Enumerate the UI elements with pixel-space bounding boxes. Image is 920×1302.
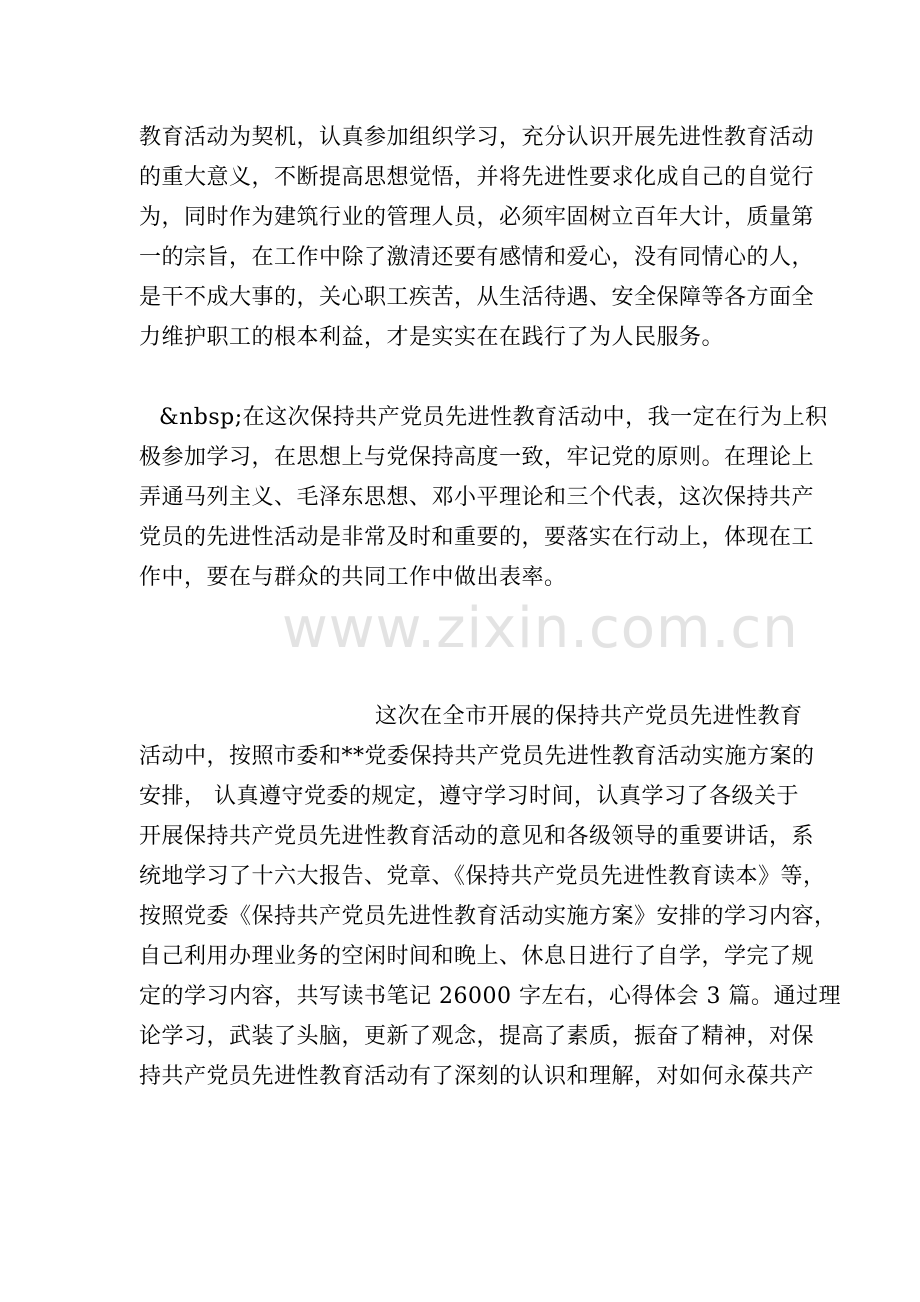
text-line: 极参加学习，在思想上与党保持高度一致，牢记党的原则。在理论上 xyxy=(139,445,815,470)
text-line: &nbsp;在这次保持共产党员先进性教育活动中，我一定在行为上积 xyxy=(159,405,828,430)
text-line: 自己利用办理业务的空闲时间和晚上、休息日进行了自学，学完了规 xyxy=(139,944,815,969)
text-line: 弄通马列主义、毛泽东思想、邓小平理论和三个代表，这次保持共产 xyxy=(139,485,815,510)
text-line: 按照党委《保持共产党员先进性教育活动实施方案》安排的学习内容， xyxy=(139,904,837,929)
text-line: 教育活动为契机，认真参加组织学习，充分认识开展先进性教育活动 xyxy=(139,125,815,150)
text-line: 活动中，按照市委和**党委保持共产党员先进性教育活动实施方案的 xyxy=(139,744,815,769)
paragraph-2 xyxy=(139,398,828,598)
paragraph-1 xyxy=(139,118,815,358)
text-line: 一的宗旨，在工作中除了激清还要有感情和爱心，没有同情心的人， xyxy=(139,245,815,270)
text-line: 安排， 认真遵守党委的规定，遵守学习时间，认真学习了各级关于 xyxy=(139,784,799,809)
text-line: 这次在全市开展的保持共产党员先进性教育 xyxy=(375,704,803,729)
text-line: 开展保持共产党员先进性教育活动的意见和各级领导的重要讲话，系 xyxy=(139,824,815,849)
text-line: 统地学习了十六大报告、党章、《保持共产党员先进性教育读本》等， xyxy=(139,864,826,889)
text-line: 是干不成大事的，关心职工疾苦，从生活待遇、安全保障等各方面全 xyxy=(139,285,815,310)
watermark: www.zixin.com.cn xyxy=(282,596,799,661)
paragraph-3 xyxy=(139,697,841,1097)
text-line: 作中，要在与群众的共同工作中做出表率。 xyxy=(139,565,567,590)
text-line: 党员的先进性活动是非常及时和重要的，要落实在行动上，体现在工 xyxy=(139,525,815,550)
text-line: 的重大意义，不断提高思想觉悟，并将先进性要求化成自己的自觉行 xyxy=(139,165,815,190)
text-line: 为，同时作为建筑行业的管理人员，必须牢固树立百年大计，质量第 xyxy=(139,205,815,230)
text-line: 持共产党员先进性教育活动有了深刻的认识和理解，对如何永葆共产 xyxy=(139,1064,815,1089)
text-line: 定的学习内容，共写读书笔记 26000 字左右，心得体会 3 篇。通过理 xyxy=(139,984,841,1009)
text-line: 力维护职工的根本利益，才是实实在在践行了为人民服务。 xyxy=(139,325,725,350)
text-line: 论学习，武装了头脑，更新了观念，提高了素质，振奋了精神，对保 xyxy=(139,1024,815,1049)
